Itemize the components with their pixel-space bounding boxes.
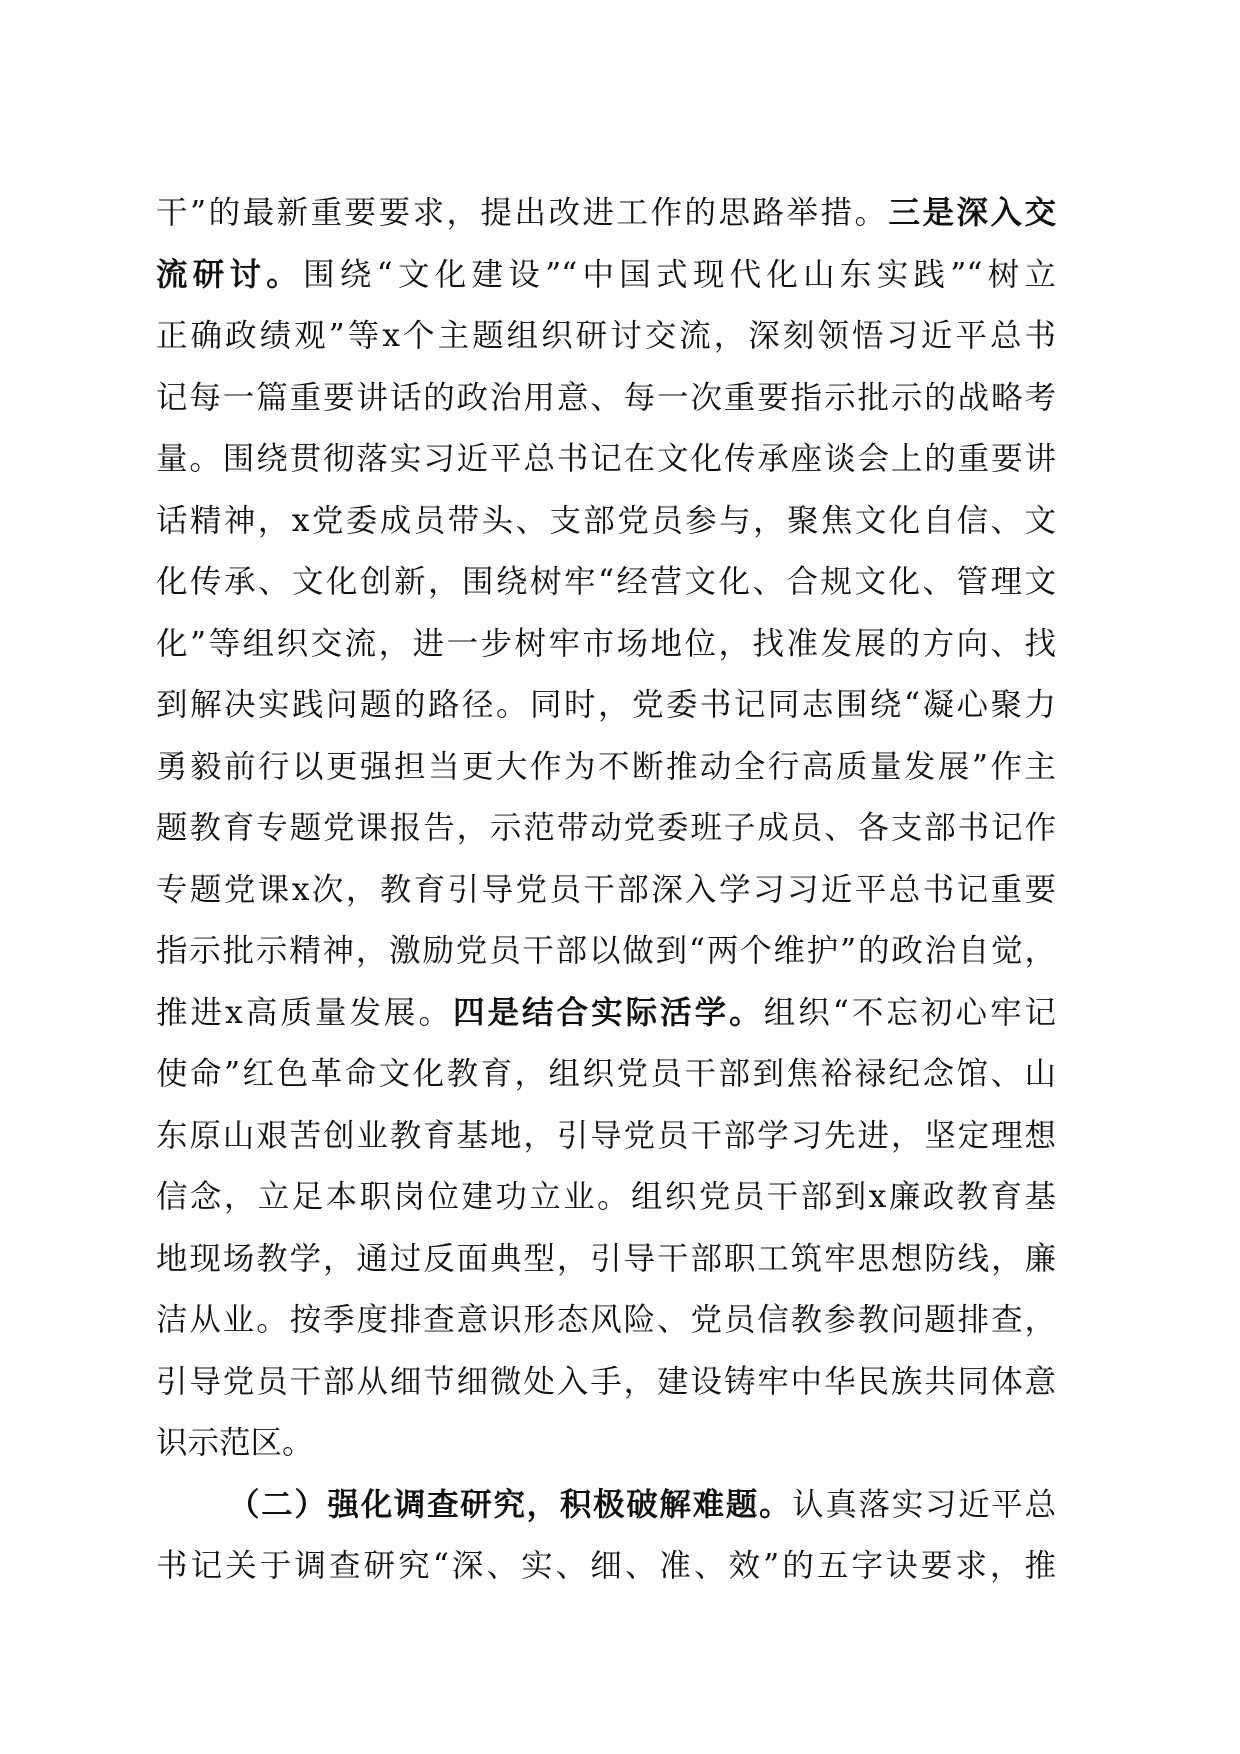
text-line-21 [156,1412,1056,1474]
text-run: 化”等组织交流，进一步树牢市场地位，找准发展的方向、找 [156,625,1056,662]
text-line-4 [156,367,1056,429]
bold-heading: 流研讨。 [156,255,304,293]
bold-heading: 三是深入交 [888,194,1056,231]
text-run: 题教育专题党课报告，示范带动党委班子成员、各支部书记作 [156,810,1056,846]
text-run: 勇毅前行以更强担当更大作为不断推动全行高质量发展”作主 [156,748,1056,785]
section-heading: （二）强化调查研究，积极破解难题。 [228,1485,793,1523]
text-line-20 [156,1351,1056,1413]
text-line-17 [156,1166,1056,1228]
text-line-10 [156,736,1056,798]
text-run: 组织“不忘初心牢记 [763,994,1056,1031]
text-line-3 [156,305,1056,367]
text-run: 推进x高质量发展。 [156,994,453,1031]
text-line-9 [156,674,1056,736]
text-run: 引导党员干部从细节细微处入手，建设铸牢中华民族共同体意 [156,1363,1056,1400]
text-run: 记每一篇重要讲话的政治用意、每一次重要指示批示的战略考 [156,379,1056,416]
text-line-15 [156,1043,1056,1105]
bold-heading: 四是结合实际活学。 [452,993,764,1031]
text-line-18 [156,1228,1056,1290]
text-run: 指示批示精神，激励党员干部以做到“两个维护”的政治自觉， [156,933,1056,969]
text-run: 东原山艰苦创业教育基地，引导党员干部学习先进，坚定理想 [156,1117,1056,1154]
text-run: 认真落实习近平总 [792,1486,1056,1523]
text-run: 地现场教学，通过反面典型，引导干部职工筑牢思想防线，廉 [156,1240,1056,1277]
text-run: 到解决实践问题的路径。同时，党委书记同志围绕“凝心聚力 [156,687,1056,723]
text-run: 正确政绩观”等x个主题组织研讨交流，深刻领悟习近平总书 [156,318,1056,354]
text-line-13 [156,920,1056,982]
text-run: 使命”红色革命文化教育，组织党员干部到焦裕禄纪念馆、山 [156,1056,1056,1092]
text-run: 信念，立足本职岗位建功立业。组织党员干部到x廉政教育基 [156,1179,1056,1215]
section-heading-line [156,1474,1056,1536]
text-run: 干”的最新重要要求，提出改进工作的思路举措。 [156,195,889,231]
text-run: 洁从业。按季度排查意识形态风险、党员信教参教问题排查， [156,1302,1056,1338]
text-run: 识示范区。 [156,1425,314,1461]
text-line-14 [156,982,1056,1044]
text-line-23 [156,1535,1056,1597]
text-line-1 [156,182,1056,244]
text-line-5 [156,428,1056,490]
text-line-8 [156,613,1056,675]
text-run: 书记关于调查研究“深、实、细、准、效”的五字诀要求，推 [156,1548,1056,1584]
text-line-7 [156,551,1056,613]
document-body [156,182,1056,1597]
text-line-19 [156,1289,1056,1351]
text-line-2 [156,244,1056,306]
text-run: 话精神，x党委成员带头、支部党员参与，聚焦文化自信、文 [156,502,1056,539]
text-line-6 [156,490,1056,552]
text-line-16 [156,1105,1056,1167]
text-line-12 [156,859,1056,921]
text-run: 量。围绕贯彻落实习近平总书记在文化传承座谈会上的重要讲 [156,441,1056,477]
text-line-11 [156,797,1056,859]
text-run: 专题党课x次，教育引导党员干部深入学习习近平总书记重要 [156,871,1056,908]
text-run: 围绕“文化建设”“中国式现代化山东实践”“树立 [303,256,1056,293]
text-run: 化传承、文化创新，围绕树牢“经营文化、合规文化、管理文 [156,564,1056,600]
